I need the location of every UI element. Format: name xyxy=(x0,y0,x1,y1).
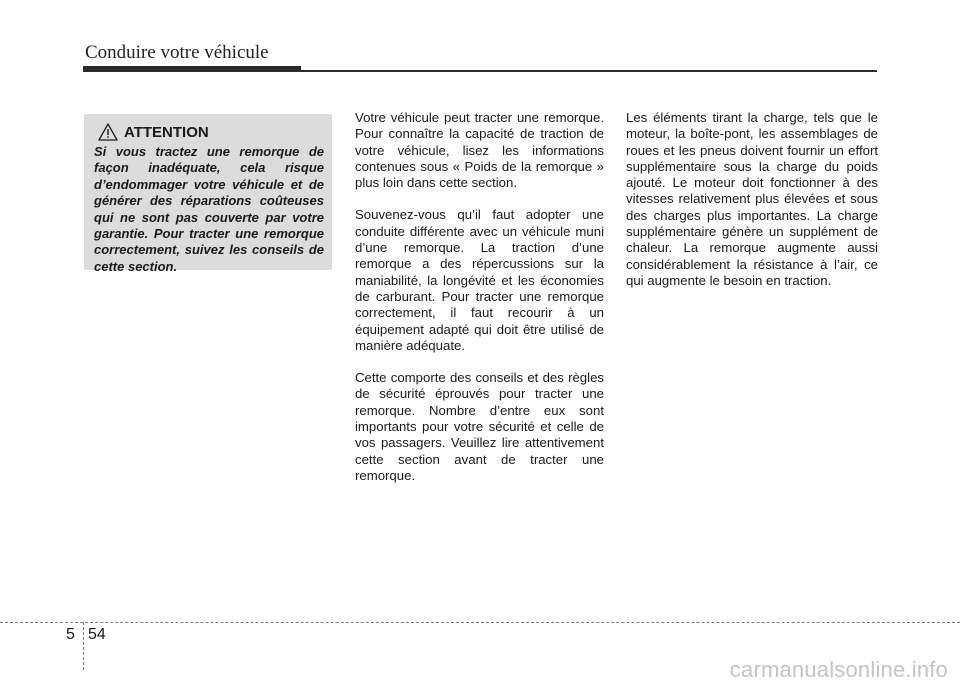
header-rule-thin xyxy=(301,70,877,72)
paragraph: Souvenez-vous qu’il faut adopter une conduite différente avec un véhicule muni d’une remorque. La traction d’une remorque a des répercussions sur la maniabilité, la longévité et les économies de carburant. Pour tracter une remorque correctement, il faut recourir à un équipement adapté qui doit être utilisé de manière adéquate. xyxy=(355,207,604,353)
paragraph: Votre véhicule peut tracter une remorque. Pour connaître la capacité de traction de votre véhicule, lisez les informations contenues sous « Poids de la remorque » plus loin dans cette section. xyxy=(355,110,604,191)
paragraph: Cette comporte des conseils et des règles de sécurité éprouvés pour tracter une remorque. Nombre d’entre eux sont importants pour votre sécurité et celle de vos passagers. Veuillez lire attentivement cette section avant de tracter une remorque. xyxy=(355,370,604,483)
footer-rule xyxy=(0,622,960,623)
footer-divider xyxy=(83,622,84,670)
paragraph: Les éléments tirant la charge, tels que le moteur, la boîte-pont, les assemblages de roues et les pneus doivent fournir un effort supplémentaire sous la charge du poids ajouté. Le moteur doit fonctionner à des vitesses relativement plus élevées et sous des charges plus importantes. La charge supplémentaire génère un supplément de chaleur. La remorque augmente aussi considérablement la résistance à l’air, ce qui augmente le besoin en traction. xyxy=(626,110,878,288)
header-rule-thick xyxy=(83,66,301,72)
chapter-number: 5 xyxy=(66,626,75,643)
page-number: 54 xyxy=(88,626,106,643)
attention-title: ATTENTION xyxy=(124,123,209,141)
column-right xyxy=(626,110,878,305)
attention-header xyxy=(94,122,324,142)
attention-body: Si vous tractez une remorque de façon inadéquate, cela risque d’endommager votre véhicule et de générer des réparations coûteuses qui ne sont pas couverte par votre garantie. Pour tracter une remorque correctement, suivez les conseils de cette section. xyxy=(94,144,324,274)
column-middle xyxy=(355,110,604,500)
watermark: carmanualsonline.info xyxy=(729,657,948,682)
page-header-title: Conduire votre véhicule xyxy=(85,42,269,63)
attention-box xyxy=(84,114,332,274)
warning-triangle-icon xyxy=(98,123,118,141)
